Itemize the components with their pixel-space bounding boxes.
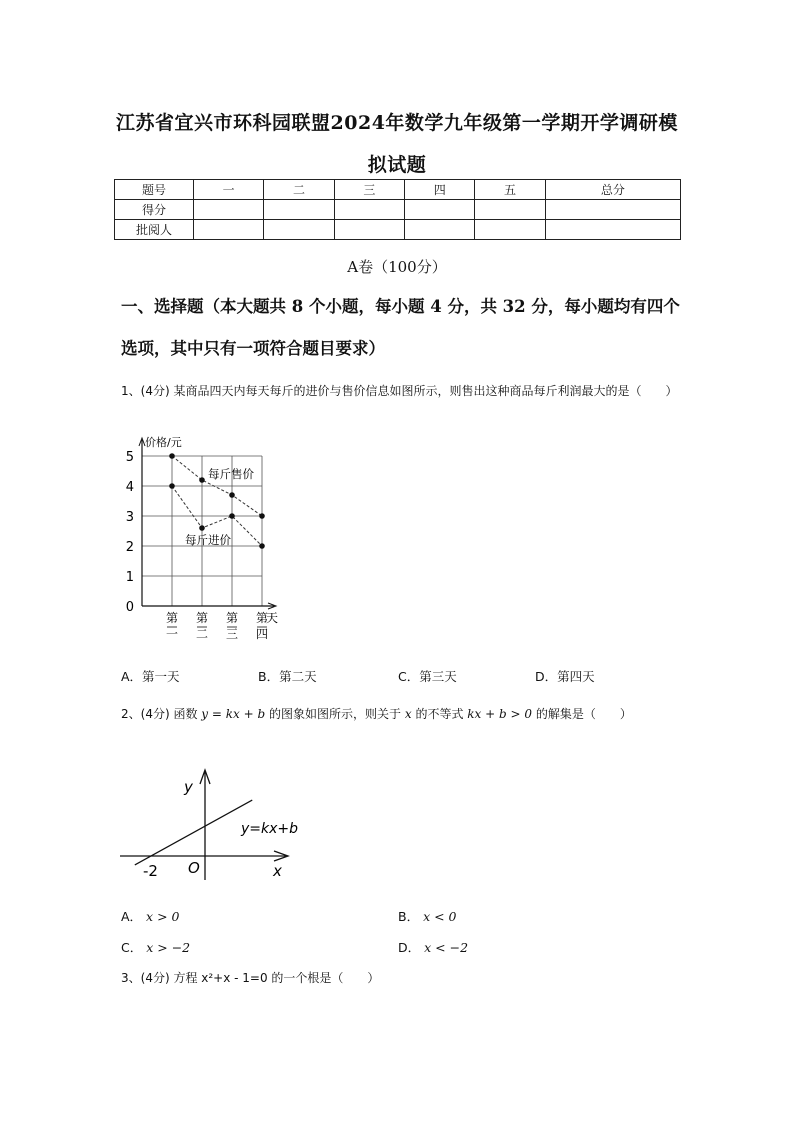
score-table-header: 题号	[115, 180, 194, 200]
part-heading: 一、选择题（本大题共 8 个小题，每小题 4 分，共 32 分，每小题均有四个选项，其中只有一项符合题目要求）	[121, 297, 680, 358]
question-1-text: 1、(4分) 某商品四天内每天每斤的进价与售价信息如图所示，则售出这种商品每斤利润最大的是（ ）	[121, 384, 678, 398]
y-tick-label: 0	[125, 600, 134, 615]
price-chart	[118, 432, 298, 657]
q2-option-d-expr: x < −2	[424, 940, 469, 955]
question-3-text: 3、(4分) 方程 x²+x - 1=0 的一个根是（ ）	[121, 971, 380, 985]
score-cell	[405, 200, 475, 220]
q2-option-d-letter: D．	[398, 940, 421, 955]
y-tick-label: 2	[125, 540, 134, 555]
section-label: A卷（100分）	[347, 258, 447, 276]
q2-option-b[interactable]	[398, 907, 457, 925]
score-cell	[264, 220, 334, 240]
data-point	[259, 513, 265, 519]
linear-function-graph	[118, 768, 318, 883]
q2-option-c-letter: C．	[121, 940, 143, 955]
data-point	[229, 513, 235, 519]
q2-mid: 的图象如图所示，则关于	[268, 707, 401, 721]
question-2-text	[121, 699, 681, 730]
score-cell	[194, 220, 264, 240]
origin-label: O	[188, 859, 200, 877]
score-cell	[545, 220, 680, 240]
chart2-series	[135, 800, 252, 865]
score-cell	[545, 200, 680, 220]
q2-option-b-letter: B．	[398, 909, 420, 924]
q2-option-a-expr: x > 0	[146, 909, 180, 924]
x-tick-label: -2	[143, 862, 158, 880]
y-tick-label: 4	[125, 480, 134, 495]
q2-option-d[interactable]	[398, 938, 468, 956]
x-tick-label: 四	[255, 627, 269, 641]
q2-option-a-letter: A．	[121, 909, 143, 924]
q2-mid2: 的不等式	[415, 707, 464, 721]
y-tick-label: 5	[125, 450, 134, 465]
q2-option-c[interactable]	[121, 938, 190, 956]
x-tick-label: 第	[225, 611, 239, 625]
function-line	[135, 800, 252, 865]
series-label-cost: 每斤进价	[185, 533, 231, 547]
chart1-axes	[139, 438, 276, 609]
score-cell	[475, 200, 545, 220]
score-table-header: 三	[334, 180, 404, 200]
score-table-header-row	[115, 180, 681, 200]
q2-prefix: 2、(4分) 函数	[121, 707, 198, 721]
score-table	[114, 179, 681, 240]
chart2-labels	[143, 778, 298, 880]
score-row-label: 得分	[115, 200, 194, 220]
q2-function: y = kx + b	[201, 707, 266, 721]
paper-title-line1: 江苏省宜兴市环科园联盟2024年数学九年级第一学期开学调研模	[116, 112, 678, 134]
score-table-header: 五	[475, 180, 545, 200]
score-table-header: 一	[194, 180, 264, 200]
q1-option-d[interactable]: D．第四天	[535, 669, 595, 684]
data-point	[169, 453, 175, 459]
score-table-header: 四	[405, 180, 475, 200]
data-point	[259, 543, 265, 549]
score-cell	[405, 220, 475, 240]
data-point	[229, 492, 235, 498]
y-axis-label: 价格/元	[145, 436, 182, 449]
x-tick-label: 第	[195, 611, 209, 625]
q2-inequality: kx + b > 0	[467, 707, 533, 721]
score-cell	[194, 200, 264, 220]
data-point	[169, 483, 175, 489]
q1-option-c[interactable]: C．第三天	[398, 669, 457, 684]
score-table-row	[115, 220, 681, 240]
score-cell	[475, 220, 545, 240]
y-tick-label: 1	[125, 570, 134, 585]
score-row-label: 批阅人	[115, 220, 194, 240]
y-tick-label: 3	[125, 510, 134, 525]
q2-option-c-expr: x > −2	[146, 940, 191, 955]
data-point	[199, 477, 205, 483]
q1-option-a[interactable]: A．第一天	[121, 669, 180, 684]
x-tick-label: 第	[255, 611, 269, 625]
paper-title-line2: 拟试题	[367, 154, 427, 176]
score-table-header: 二	[264, 180, 334, 200]
y-axis-label: y	[184, 778, 193, 796]
score-cell	[264, 200, 334, 220]
x-tick-label: 一	[165, 627, 179, 641]
q2-option-b-expr: x < 0	[423, 909, 457, 924]
q2-suffix: 的解集是（ ）	[535, 707, 632, 721]
x-tick-label: 三	[225, 627, 239, 641]
score-table-header: 总分	[545, 180, 680, 200]
series-label-sell: 每斤售价	[208, 467, 254, 481]
score-cell	[334, 220, 404, 240]
data-point	[199, 525, 205, 531]
line-label: y=kx+b	[241, 821, 299, 837]
x-axis-label: 天	[266, 611, 279, 625]
x-axis-label: x	[273, 862, 282, 880]
q1-option-b[interactable]: B．第二天	[258, 669, 317, 684]
x-tick-label: 第	[165, 611, 179, 625]
q2-variable: x	[404, 707, 412, 721]
score-cell	[334, 200, 404, 220]
q2-option-a[interactable]	[121, 907, 179, 925]
score-table-row	[115, 200, 681, 220]
x-tick-label: 二	[195, 627, 209, 641]
